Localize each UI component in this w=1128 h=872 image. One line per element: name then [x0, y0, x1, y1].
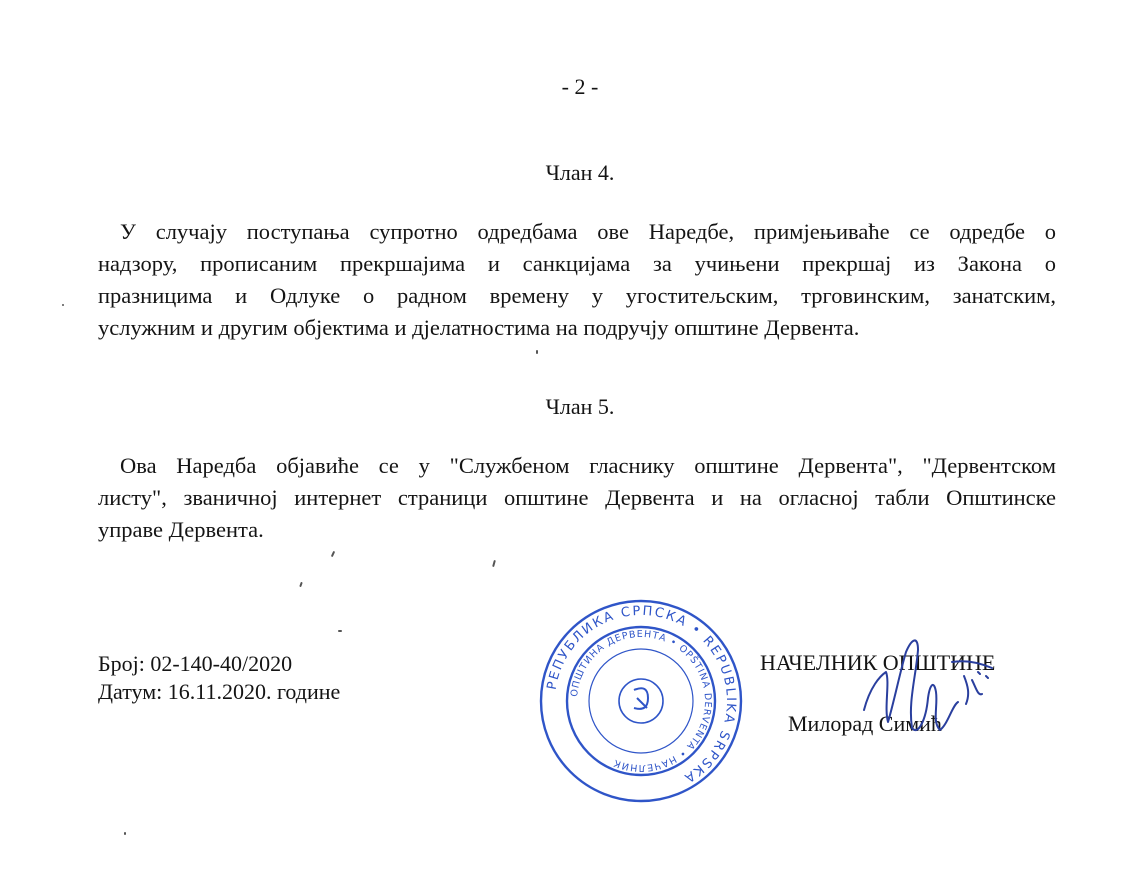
paragraph-line: У случају поступања супротно одредбама ове Наредбе, примјењиваће се одредбе о	[120, 219, 1056, 244]
stamp-outer-text: РЕПУБЛИКА СРПСКА • REPUBLIKA SRPSKA	[544, 603, 739, 786]
paragraph-line: Ова Наредба објавиће се у "Службеном гласнику општине Дервента", "Дервентском	[120, 453, 1056, 478]
paragraph-line: надзору, прописаним прекршајима и санкцијама за учињени прекршај из Закона о	[98, 251, 1056, 276]
paragraph-line: услужним и другим објектима и дјелатностима на подручју општине Дервента.	[98, 315, 860, 340]
signatory-title: НАЧЕЛНИК ОПШТИНЕ	[760, 650, 996, 675]
scan-speck	[492, 560, 496, 567]
scan-speck	[124, 832, 126, 835]
article-5-heading: Члан 5.	[545, 394, 615, 419]
signatory-name: Милорад Симић	[788, 711, 942, 736]
article-5-paragraph	[98, 450, 1056, 546]
document-date: Датум: 16.11.2020. године	[98, 679, 341, 704]
scan-speck	[62, 304, 64, 306]
stamp-inner-text: ОПШТИНА ДЕРВЕНТА • OPŠTINA DERVENTA • НАЧЕЛНИК	[569, 628, 714, 774]
paragraph-line: листу", званичној интернет страници општине Дервента и на огласној табли Општинске	[98, 485, 1056, 510]
scan-speck	[331, 551, 335, 557]
paragraph-line: празницима и Одлуке о радном времену у угоститељским, трговинским, занатским,	[98, 283, 1056, 308]
scan-speck	[536, 350, 538, 354]
scan-speck	[299, 582, 303, 587]
scan-speck	[338, 630, 342, 632]
page-number: - 2 -	[561, 74, 599, 99]
paragraph-line: управе Дервента.	[98, 517, 264, 542]
official-stamp	[538, 598, 744, 804]
handwritten-signature	[860, 632, 1000, 742]
document-number: Број: 02-140-40/2020	[98, 651, 293, 676]
document-meta	[98, 650, 340, 706]
article-4-heading: Члан 4.	[545, 160, 615, 185]
article-4-paragraph	[98, 216, 1056, 344]
